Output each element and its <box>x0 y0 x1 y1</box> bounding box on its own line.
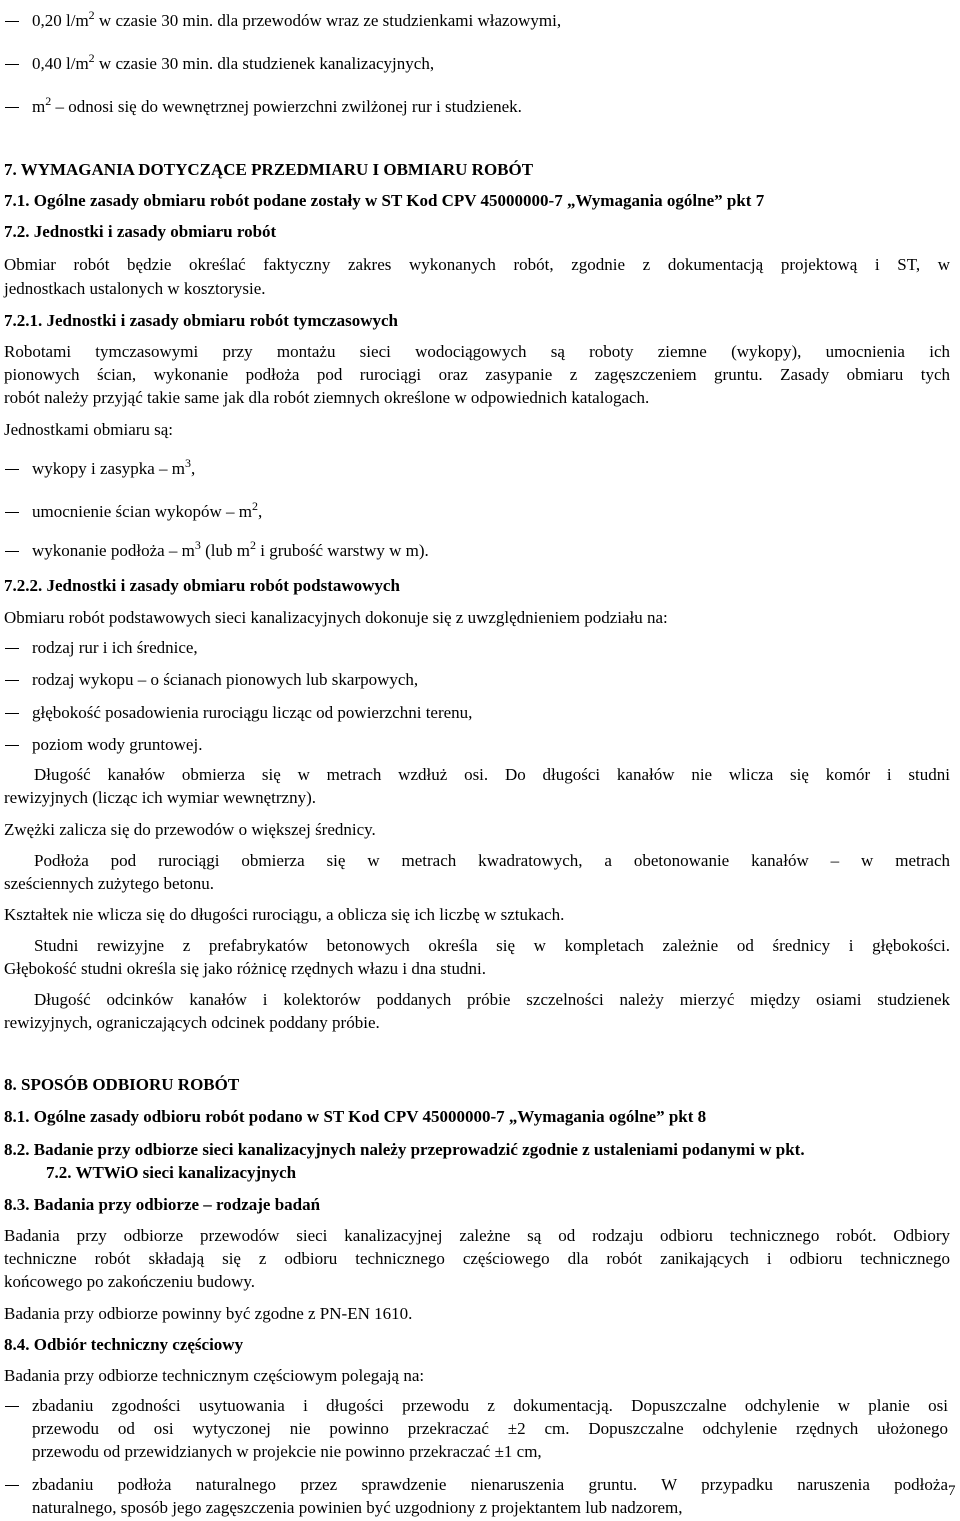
paragraph-line: Badania przy odbiorze powinny być zgodne z PN-EN 1610. <box>4 1304 413 1323</box>
page-number: 7 <box>948 1483 956 1499</box>
subsection-heading-continued: 7.2. WTWiO sieci kanalizacyjnych <box>46 1163 297 1182</box>
list-item: 0,20 $l/m^2$ w czasie 30 min. dla przewodów wraz ze studzienkami włazowymi, <box>32 8 562 30</box>
subsection-heading: 8.1. Ogólne zasady odbioru robót podano w ST Kod CPV 45000000-7 „Wymagania ogólne” pkt 8 <box>4 1107 707 1126</box>
section-heading: 7. WYMAGANIA DOTYCZĄCE PRZEDMIARU I OBMIARU ROBÓT <box>4 160 534 179</box>
paragraph-line: rewizyjnych (licząc ich wymiar wewnętrzny). <box>4 788 316 807</box>
paragraph-line: sześciennych zużytego betonu. <box>4 874 215 893</box>
list-item: 0,40 $l/m^2$ w czasie 30 min. dla studzienek kanalizacyjnych, <box>32 51 435 73</box>
list-dash <box>5 512 19 513</box>
list-dash <box>5 469 19 470</box>
paragraph-line: rewizyjnych, ograniczających odcinek poddany próbie. <box>4 1013 380 1032</box>
list-item: zbadaniu podłoża naturalnego przez sprawdzenie nienaruszenia gruntu. W przypadku naruszenia podłoża <box>32 1475 948 1494</box>
subsection-heading: 8.3. Badania przy odbiorze – rodzaje badań <box>4 1195 321 1214</box>
list-dash <box>5 745 19 746</box>
paragraph-line: Kształtek nie wlicza się do długości rurociągu, a oblicza się ich liczbę w sztukach. <box>4 905 565 924</box>
paragraph-line: Jednostkami obmiaru są: <box>4 420 174 439</box>
paragraph-line: Długość kanałów obmierza się w metrach wzdłuż osi. Do długości kanałów nie wlicza się komór i studni <box>34 765 950 784</box>
subsection-heading: 7.2.1. Jednostki i zasady obmiaru robót tymczasowych <box>4 311 398 330</box>
subsection-heading: 8.2. Badanie przy odbiorze sieci kanalizacyjnych należy przeprowadzić zgodnie z ustaleniami podanymi w pkt. <box>4 1140 805 1159</box>
list-item: zbadaniu zgodności usytuowania i długości przewodu z dokumentacją. Dopuszczalne odchylenie w planie osi <box>32 1396 948 1415</box>
section-heading: 8. SPOSÓB ODBIORU ROBÓT <box>4 1075 240 1094</box>
paragraph-line: techniczne robót składają się z odbioru technicznego częściowego dla robót zanikających i odbioru technicznego <box>4 1249 950 1268</box>
list-dash <box>5 680 19 681</box>
list-item: $m^2$ – odnosi się do wewnętrznej powierzchni zwilżonej rur i studzienek. <box>32 94 522 116</box>
paragraph-line: Podłoża pod rurociągi obmierza się w metrach kwadratowych, a obetonowanie kanałów – w metrach <box>34 851 950 870</box>
list-dash <box>5 713 19 714</box>
list-item-continued: przewodu od osi wytyczonej nie powinno przekraczać ±2 cm. Dopuszczalne odchylenie rzędnych ułożonego <box>32 1419 948 1438</box>
list-dash <box>5 1406 19 1407</box>
list-item: wykonanie podłoża – $m^3$ (lub $m^2$ i grubość warstwy w m). <box>32 538 429 560</box>
list-item: umocnienie ścian wykopów – $m^2$, <box>32 499 263 521</box>
paragraph-line: Obmiar robót będzie określać faktyczny zakres wykonanych robót, zgodnie z dokumentacją projektową i ST, w <box>4 255 950 274</box>
paragraph-line: Studni rewizyjne z prefabrykatów betonowych określa się w kompletach zależnie od średnicy i głębokości. <box>34 936 950 955</box>
paragraph-line: Obmiaru robót podstawowych sieci kanalizacyjnych dokonuje się z uwzględnieniem podziału na: <box>4 608 668 627</box>
list-item: rodzaj rur i ich średnice, <box>32 638 198 657</box>
paragraph-line: Badania przy odbiorze technicznym częściowym polegają na: <box>4 1366 425 1385</box>
list-dash <box>5 21 19 22</box>
list-item: wykopy i zasypka – $m^3$, <box>32 456 196 478</box>
paragraph-line: pionowych ścian, wykonanie podłoża pod rurociągi oraz zasypanie z zagęszczeniem gruntu. Zasady obmiaru tych <box>4 365 950 384</box>
paragraph-line: robót należy przyjąć takie same jak dla robót ziemnych określone w odpowiednich katalogach. <box>4 388 650 407</box>
list-item: rodzaj wykopu – o ścianach pionowych lub skarpowych, <box>32 670 419 689</box>
subsection-heading: 8.4. Odbiór techniczny częściowy <box>4 1335 244 1354</box>
list-item-continued: naturalnego, sposób jego zagęszczenia powinien być uzgodniony z projektantem lub nadzorem, <box>32 1498 683 1517</box>
subsection-heading: 7.2.2. Jednostki i zasady obmiaru robót podstawowych <box>4 576 400 595</box>
paragraph-line: jednostkach ustalonych w kosztorysie. <box>4 279 266 298</box>
paragraph-line: Zwężki zalicza się do przewodów o większej średnicy. <box>4 820 376 839</box>
list-dash <box>5 64 19 65</box>
paragraph-line: Długość odcinków kanałów i kolektorów poddanych próbie szczelności należy mierzyć między osiami studzienek <box>34 990 950 1009</box>
paragraph-line: Głębokość studni określa się jako różnicę rzędnych włazu i dna studni. <box>4 959 487 978</box>
paragraph-line: końcowego po zakończeniu budowy. <box>4 1272 255 1291</box>
list-dash <box>5 107 19 108</box>
paragraph-line: Badania przy odbiorze przewodów sieci kanalizacyjnej zależne są od rodzaju odbioru technicznego robót. Odbiory <box>4 1226 950 1245</box>
list-dash <box>5 648 19 649</box>
list-dash <box>5 551 19 552</box>
subsection-heading: 7.1. Ogólne zasady obmiaru robót podane zostały w ST Kod CPV 45000000-7 „Wymagania ogólne” pkt 7 <box>4 191 765 210</box>
list-item: głębokość posadowienia rurociągu licząc od powierzchni terenu, <box>32 703 473 722</box>
list-dash <box>5 1485 19 1486</box>
paragraph-line: Robotami tymczasowymi przy montażu sieci wodociągowych są roboty ziemne (wykopy), umocnienia ich <box>4 342 950 361</box>
list-item: poziom wody gruntowej. <box>32 735 203 754</box>
subsection-heading: 7.2. Jednostki i zasady obmiaru robót <box>4 222 277 241</box>
list-item-continued: przewodu od przewidzianych w projekcie nie powinno przekraczać ±1 cm, <box>32 1442 542 1461</box>
